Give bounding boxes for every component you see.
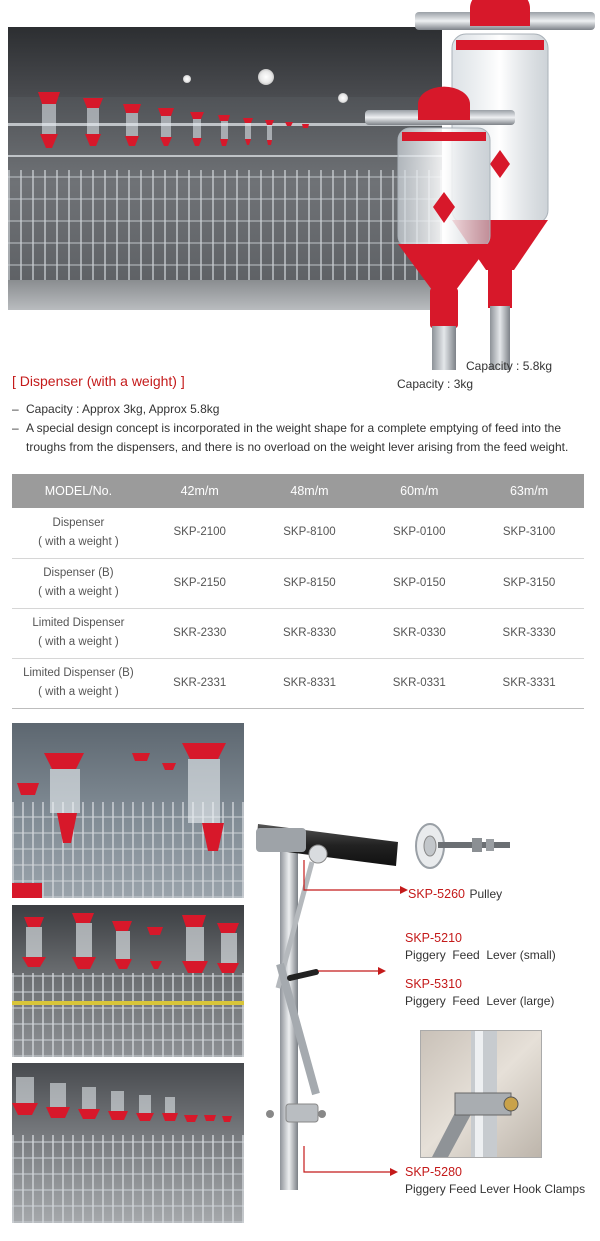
model-code-cell: SKR-8331 — [255, 658, 365, 708]
lever-small-label — [405, 930, 556, 964]
model-spec-table — [12, 474, 584, 709]
model-code-cell: SKP-2150 — [145, 558, 255, 608]
feature-design: – A special design concept is incorporated in the weight shape for a complete emptying of feed into the troughs from the dispensers, and there is no overload on the weight lever arising from the feed weight. — [12, 419, 592, 457]
model-sub: ( with a weight ) — [38, 586, 119, 598]
model-name-cell — [12, 608, 145, 658]
dispenser-rows-illustration — [12, 905, 244, 1057]
pulley-label — [408, 885, 502, 903]
hook-clamps-label — [405, 1164, 585, 1198]
model-code-cell: SKR-0330 — [364, 608, 474, 658]
installation-photo-3 — [12, 1063, 244, 1223]
model-code-cell: SKR-2330 — [145, 608, 255, 658]
part-desc: Piggery Feed Lever (large) — [405, 994, 555, 1008]
header-model: MODEL/No. — [12, 474, 145, 508]
capacity-small-label: Capacity : 3kg — [397, 377, 474, 391]
installation-photo-1 — [12, 723, 244, 898]
model-name-cell — [12, 658, 145, 708]
model-name: Limited Dispenser (B) — [23, 667, 134, 679]
lever-large-label — [405, 976, 554, 1010]
part-code: SKP-5310 — [405, 977, 462, 991]
pulley-pointer-arrow — [300, 860, 410, 900]
feature-capacity: – Capacity : Approx 3kg, Approx 5.8kg — [12, 400, 592, 419]
section-title: [ Dispenser (with a weight) ] — [12, 373, 185, 389]
model-code-cell: SKP-2100 — [145, 508, 255, 558]
installation-photo-2 — [12, 905, 244, 1057]
model-name: Dispenser (B) — [43, 567, 114, 579]
model-code-cell: SKR-2331 — [145, 658, 255, 708]
model-name: Dispenser — [52, 516, 105, 529]
model-code-cell: SKP-3100 — [474, 508, 584, 558]
model-code-cell: SKR-3331 — [474, 658, 584, 708]
model-code-cell: SKP-0150 — [364, 558, 474, 608]
pulley-illustration — [408, 812, 518, 872]
part-code: SKP-5260 — [408, 887, 465, 901]
model-code-cell: SKP-3150 — [474, 558, 584, 608]
header-42mm: 42m/m — [145, 474, 255, 508]
model-sub: ( with a weight ) — [38, 636, 119, 648]
part-code: SKP-5280 — [405, 1165, 462, 1179]
model-code-cell: SKR-3330 — [474, 608, 584, 658]
part-desc: Piggery Feed Lever Hook Clamps — [405, 1182, 586, 1196]
dispenser-rows-illustration — [12, 1063, 244, 1223]
header-63mm: 63m/m — [474, 474, 584, 508]
table-header-row — [12, 474, 584, 508]
model-name: Limited Dispenser — [32, 617, 125, 629]
model-code-cell: SKP-0100 — [364, 508, 474, 558]
hook-clamp-illustration — [421, 1031, 542, 1158]
capacity-large-label: Capacity : 5.8kg — [466, 359, 553, 373]
clamp-pointer-arrow — [300, 1146, 400, 1180]
model-name-cell — [12, 558, 145, 608]
part-desc: Pulley — [469, 887, 503, 901]
table-row — [12, 508, 584, 558]
ceiling-lamp — [338, 93, 348, 103]
dispenser-rows-illustration — [12, 723, 244, 898]
header-60mm: 60m/m — [364, 474, 474, 508]
dispenser-row-illustration — [28, 82, 328, 172]
model-code-cell: SKP-8150 — [255, 558, 365, 608]
dispenser-product-illustration — [360, 0, 600, 370]
part-desc: Piggery Feed Lever (small) — [405, 948, 556, 962]
table-row — [12, 558, 584, 608]
header-48mm: 48m/m — [255, 474, 365, 508]
hook-clamp-photo — [420, 1030, 542, 1158]
model-sub: ( with a weight ) — [38, 535, 119, 548]
feature-list — [12, 400, 592, 457]
model-code-cell: SKR-8330 — [255, 608, 365, 658]
table-row — [12, 658, 584, 708]
table-row — [12, 608, 584, 658]
model-code-cell: SKR-0331 — [364, 658, 474, 708]
model-sub: ( with a weight ) — [38, 686, 119, 698]
model-name-cell — [12, 508, 145, 558]
model-code-cell: SKP-8100 — [255, 508, 365, 558]
part-code: SKP-5210 — [405, 931, 462, 945]
lever-pointer-arrow — [318, 964, 388, 978]
